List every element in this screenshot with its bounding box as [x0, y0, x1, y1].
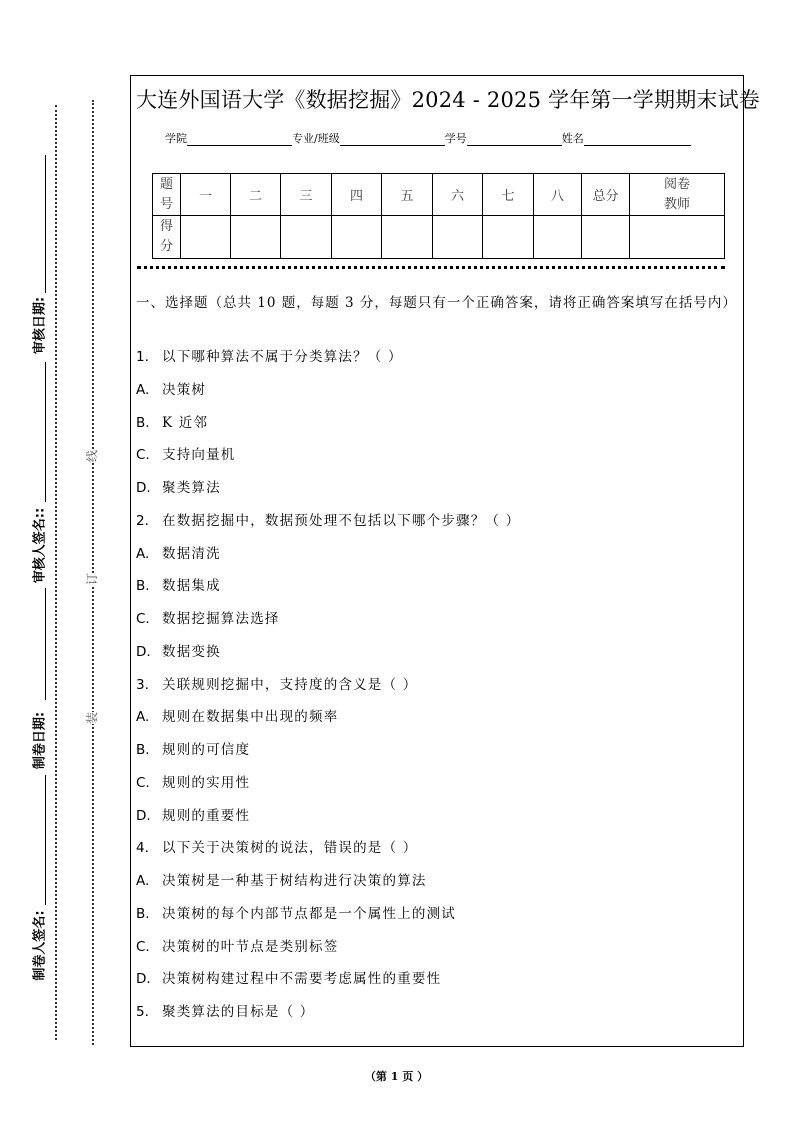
- option-item[interactable]: [136, 705, 338, 725]
- signature-line: [45, 155, 46, 293]
- exam-title: 大连外国语大学《数据挖掘》2024 - 2025 学年第一学期期末试卷: [136, 88, 761, 112]
- option-item[interactable]: [136, 771, 250, 791]
- option-item[interactable]: [136, 411, 208, 431]
- score-cell-2[interactable]: [231, 216, 281, 259]
- college-label: 学院: [165, 132, 187, 145]
- option-text: 聚类算法: [162, 480, 221, 496]
- option-letter: D.: [136, 807, 151, 824]
- option-text: 决策树的叶节点是类别标签: [162, 938, 339, 955]
- option-text: 决策树是一种基于树结构进行决策的算法: [162, 873, 427, 889]
- page-number: （第 1 页 ）: [364, 1070, 429, 1083]
- score-table: [152, 173, 725, 259]
- option-item[interactable]: [136, 378, 206, 398]
- question-item: [136, 1000, 315, 1020]
- score-cell-5[interactable]: [382, 216, 433, 259]
- option-item[interactable]: [136, 443, 236, 463]
- score-row: [153, 216, 725, 259]
- option-item[interactable]: [136, 607, 280, 627]
- option-letter: C.: [136, 447, 150, 464]
- option-text: 数据挖掘算法选择: [162, 611, 280, 627]
- option-letter: B.: [136, 414, 150, 431]
- option-item[interactable]: [136, 869, 427, 889]
- question-number-row: [153, 174, 725, 216]
- option-letter: A.: [136, 873, 150, 889]
- option-text: 数据集成: [162, 578, 221, 595]
- option-letter: A.: [136, 545, 150, 562]
- score-cell-7[interactable]: [483, 216, 534, 259]
- signature-line: [45, 362, 46, 502]
- question-number-header: 题 号: [153, 174, 181, 216]
- option-letter: C.: [136, 611, 150, 627]
- col-5: 五: [382, 174, 433, 216]
- col-total: 总分: [582, 174, 630, 216]
- option-letter: C.: [136, 774, 150, 791]
- paper-date-label: 制卷日期:: [32, 711, 48, 770]
- option-text: 决策树构建过程中不需要考虑属性的重要性: [162, 971, 442, 988]
- reviewer-signature-label: 审核人签名::: [32, 507, 48, 584]
- student-id-label: 学号: [444, 132, 467, 145]
- binding-mark-staple: 订: [85, 572, 100, 586]
- question-number: 5.: [136, 1004, 149, 1020]
- col-6: 六: [433, 174, 483, 216]
- option-item[interactable]: [136, 738, 250, 758]
- score-cell-3[interactable]: [281, 216, 332, 259]
- option-letter: A.: [136, 381, 150, 398]
- question-item: [136, 836, 417, 856]
- option-item[interactable]: [136, 542, 221, 562]
- col-1: 一: [181, 174, 231, 216]
- binding-mark-bind: 装: [85, 711, 100, 725]
- question-number: 3.: [136, 676, 149, 693]
- option-text: 支持向量机: [162, 447, 236, 464]
- option-text: 规则的重要性: [162, 807, 251, 824]
- signature-line: [45, 775, 46, 905]
- score-cell-4[interactable]: [332, 216, 382, 259]
- dotted-separator: [137, 266, 725, 269]
- student-id-field[interactable]: [467, 133, 562, 146]
- name-label: 姓名: [561, 132, 584, 145]
- score-cell-grader[interactable]: [630, 216, 725, 259]
- option-text: 数据变换: [162, 643, 221, 660]
- option-item[interactable]: [136, 967, 441, 987]
- option-text: 决策树: [162, 381, 207, 398]
- option-text: 规则的可信度: [162, 742, 251, 758]
- question-text: 聚类算法的目标是（ ）: [162, 1004, 315, 1020]
- option-item[interactable]: [136, 935, 338, 955]
- option-letter: D.: [136, 480, 151, 496]
- score-cell-1[interactable]: [181, 216, 231, 259]
- score-cell-total[interactable]: [582, 216, 630, 259]
- name-field[interactable]: [584, 133, 691, 146]
- question-text: 在数据挖掘中，数据预处理不包括以下哪个步骤？（ ）: [162, 512, 521, 529]
- question-text: 以下关于决策树的说法，错误的是（ ）: [162, 840, 418, 857]
- option-letter: D.: [136, 971, 151, 988]
- option-item[interactable]: [136, 640, 221, 660]
- question-item: [136, 345, 403, 365]
- option-item[interactable]: [136, 574, 221, 594]
- score-cell-8[interactable]: [534, 216, 582, 259]
- col-4: 四: [332, 174, 382, 216]
- signature-line: [45, 588, 46, 700]
- score-header: 得 分: [153, 216, 181, 259]
- question-text: 关联规则挖掘中，支持度的含义是（ ）: [162, 676, 418, 693]
- college-field[interactable]: [187, 133, 292, 146]
- option-item[interactable]: [136, 902, 456, 922]
- col-grader: 阅卷 教师: [630, 174, 725, 216]
- option-text: 规则在数据集中出现的频率: [162, 709, 339, 726]
- option-letter: B.: [136, 905, 150, 922]
- option-text: 数据清洗: [162, 545, 221, 562]
- option-letter: B.: [136, 578, 150, 595]
- score-cell-6[interactable]: [433, 216, 483, 259]
- question-number: 2.: [136, 512, 149, 529]
- option-item[interactable]: [136, 476, 221, 496]
- binding-mark-line: 线: [85, 449, 100, 463]
- major-class-field[interactable]: [340, 133, 445, 146]
- col-3: 三: [281, 174, 332, 216]
- question-item: [136, 509, 520, 529]
- option-text: K 近邻: [162, 414, 209, 431]
- question-number: 1.: [136, 349, 149, 365]
- major-class-label: 专业/班级: [292, 132, 340, 145]
- col-8: 八: [534, 174, 582, 216]
- section-heading: 一、选择题（总共 10 题，每题 3 分，每题只有一个正确答案，请将正确答案填写在括号内）: [136, 295, 737, 311]
- option-text: 规则的实用性: [162, 774, 251, 791]
- question-number: 4.: [136, 840, 149, 857]
- outer-dotted-cut-line: [55, 105, 57, 1040]
- question-item: [136, 673, 417, 693]
- col-2: 二: [231, 174, 281, 216]
- col-7: 七: [483, 174, 534, 216]
- option-letter: D.: [136, 643, 151, 660]
- paper-maker-signature-label: 制卷人签名:: [32, 910, 48, 981]
- option-item[interactable]: [136, 804, 250, 824]
- review-date-label: 审核日期:: [32, 296, 48, 355]
- option-letter: C.: [136, 938, 150, 955]
- student-info-row: [165, 130, 691, 146]
- option-letter: B.: [136, 742, 150, 758]
- option-letter: A.: [136, 709, 150, 726]
- option-text: 决策树的每个内部节点都是一个属性上的测试: [162, 905, 456, 922]
- question-text: 以下哪种算法不属于分类算法？（ ）: [162, 349, 403, 365]
